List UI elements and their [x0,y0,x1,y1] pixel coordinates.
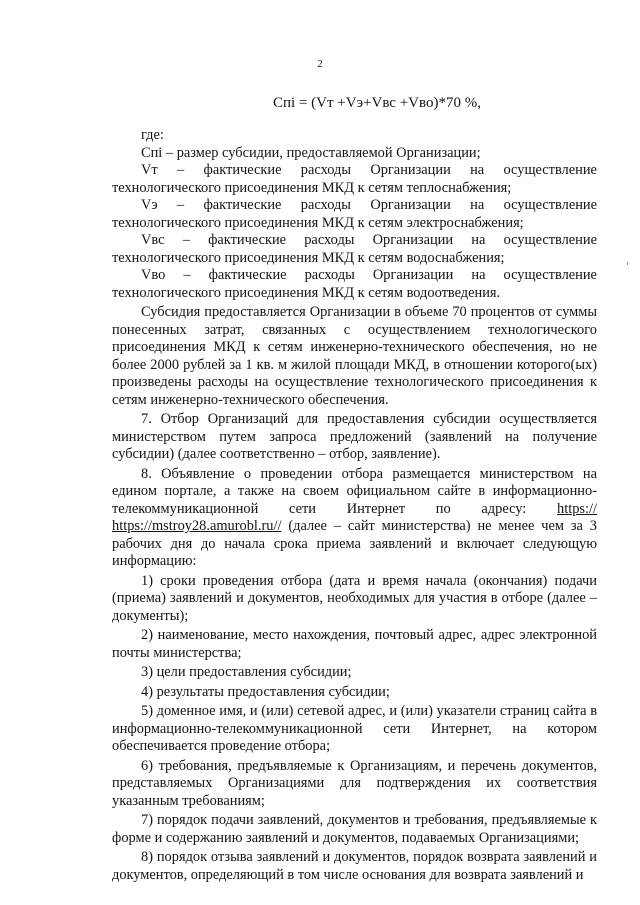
definition-row: Vт – фактические расходы Организации на осуществление [141,162,597,178]
definition-row: Vэ – фактические расходы Организации на осуществление [141,197,597,213]
list-item: 7) порядок подачи заявлений, документов и требования, предъявляемые к форме и содержанию заявлений и документов, подаваемых Организациями; [112,812,597,846]
definition-continuation: технологического присоединения МКД к сетям водоотведения. [112,284,501,301]
page-number: 2 [317,58,323,70]
document-body [112,127,597,884]
definition-row: Vво – фактические расходы Организации на осуществление [141,267,597,283]
subsidy-paragraph: Субсидия предоставляется Организации в объеме 70 процентов от суммы понесенных затрат, связанных с осуществлением технологического присоединения МКД к сетям инженерно-технического обеспечения, но не более 2000 рублей за 1 кв. м жилой площади МКД, в отношении которого(ых) произведены расходы на осуществление технологического присоединения к сетям инженерно-технического обеспечения. [112,304,597,408]
definition-vvs [112,232,597,267]
definition-continuation: технологического присоединения МКД к сетям водоснабжения; [112,249,505,266]
definition-continuation: технологического присоединения МКД к сетям теплоснабжения; [112,179,512,196]
scan-mark [627,262,628,265]
paragraph-8: 8. Объявление о проведении отбора размещается министерством на едином портале, а также на своем официальном сайте в информационно-телекоммуникационной сети Интернет по адресу: https:// https://mstroy28.amurobl.ru// (далее – сайт министерства) не менее чем за 3 рабочих дня до начала срока приема заявлений и включает следующую информацию: [112,465,597,569]
paragraph-7: 7. Отбор Организаций для предоставления субсидии осуществляется министерством путем запроса предложений (заявлений на получение субсидии) (далее соответственно – отбор, заявление). [112,411,597,462]
definition-cpi: Спі – размер субсидии, предоставляемой Организации; [141,144,481,161]
list-item: 8) порядок отзыва заявлений и документов, порядок возврата заявлений и документов, определяющий в том числе основания для возврата заявлений и [112,849,597,883]
where-label: где: [141,127,164,143]
list-item: 6) требования, предъявляемые к Организациям, и перечень документов, представляемых Организациями для подтверждения их соответствия указанным требованиям; [112,757,597,809]
definition-ve [112,197,597,232]
ministry-link-fragment[interactable]: https:// [557,500,597,517]
list-item: 3) цели предоставления субсидии; [141,664,352,680]
list-item: 4) результаты предоставления субсидии; [141,683,390,700]
subsidy-formula: Спі = (Vт +Vэ+Vвс +Vво)*70 %, [273,95,481,111]
definition-vt [112,162,597,197]
list-item: 5) доменное имя, и (или) сетевой адрес, и (или) указатели страниц сайта в информационно-телекоммуникационной сети Интернет, на котором обеспечивается проведение отбора; [112,703,597,754]
list-item: 1) сроки проведения отбора (дата и время начала (окончания) подачи (приема) заявлений и документов, необходимых для участия в отборе (далее – документы); [112,572,597,624]
definition-continuation: технологического присоединения МКД к сетям электроснабжения; [112,214,524,231]
ministry-site-link[interactable]: https://mstroy28.amurobl.ru// [112,518,282,534]
definition-row: Vвс – фактические расходы Организации на осуществление [141,232,597,248]
definition-vvo [112,267,597,302]
list-item: 2) наименование, место нахождения, почтовый адрес, адрес электронной почты министерства; [112,627,597,661]
